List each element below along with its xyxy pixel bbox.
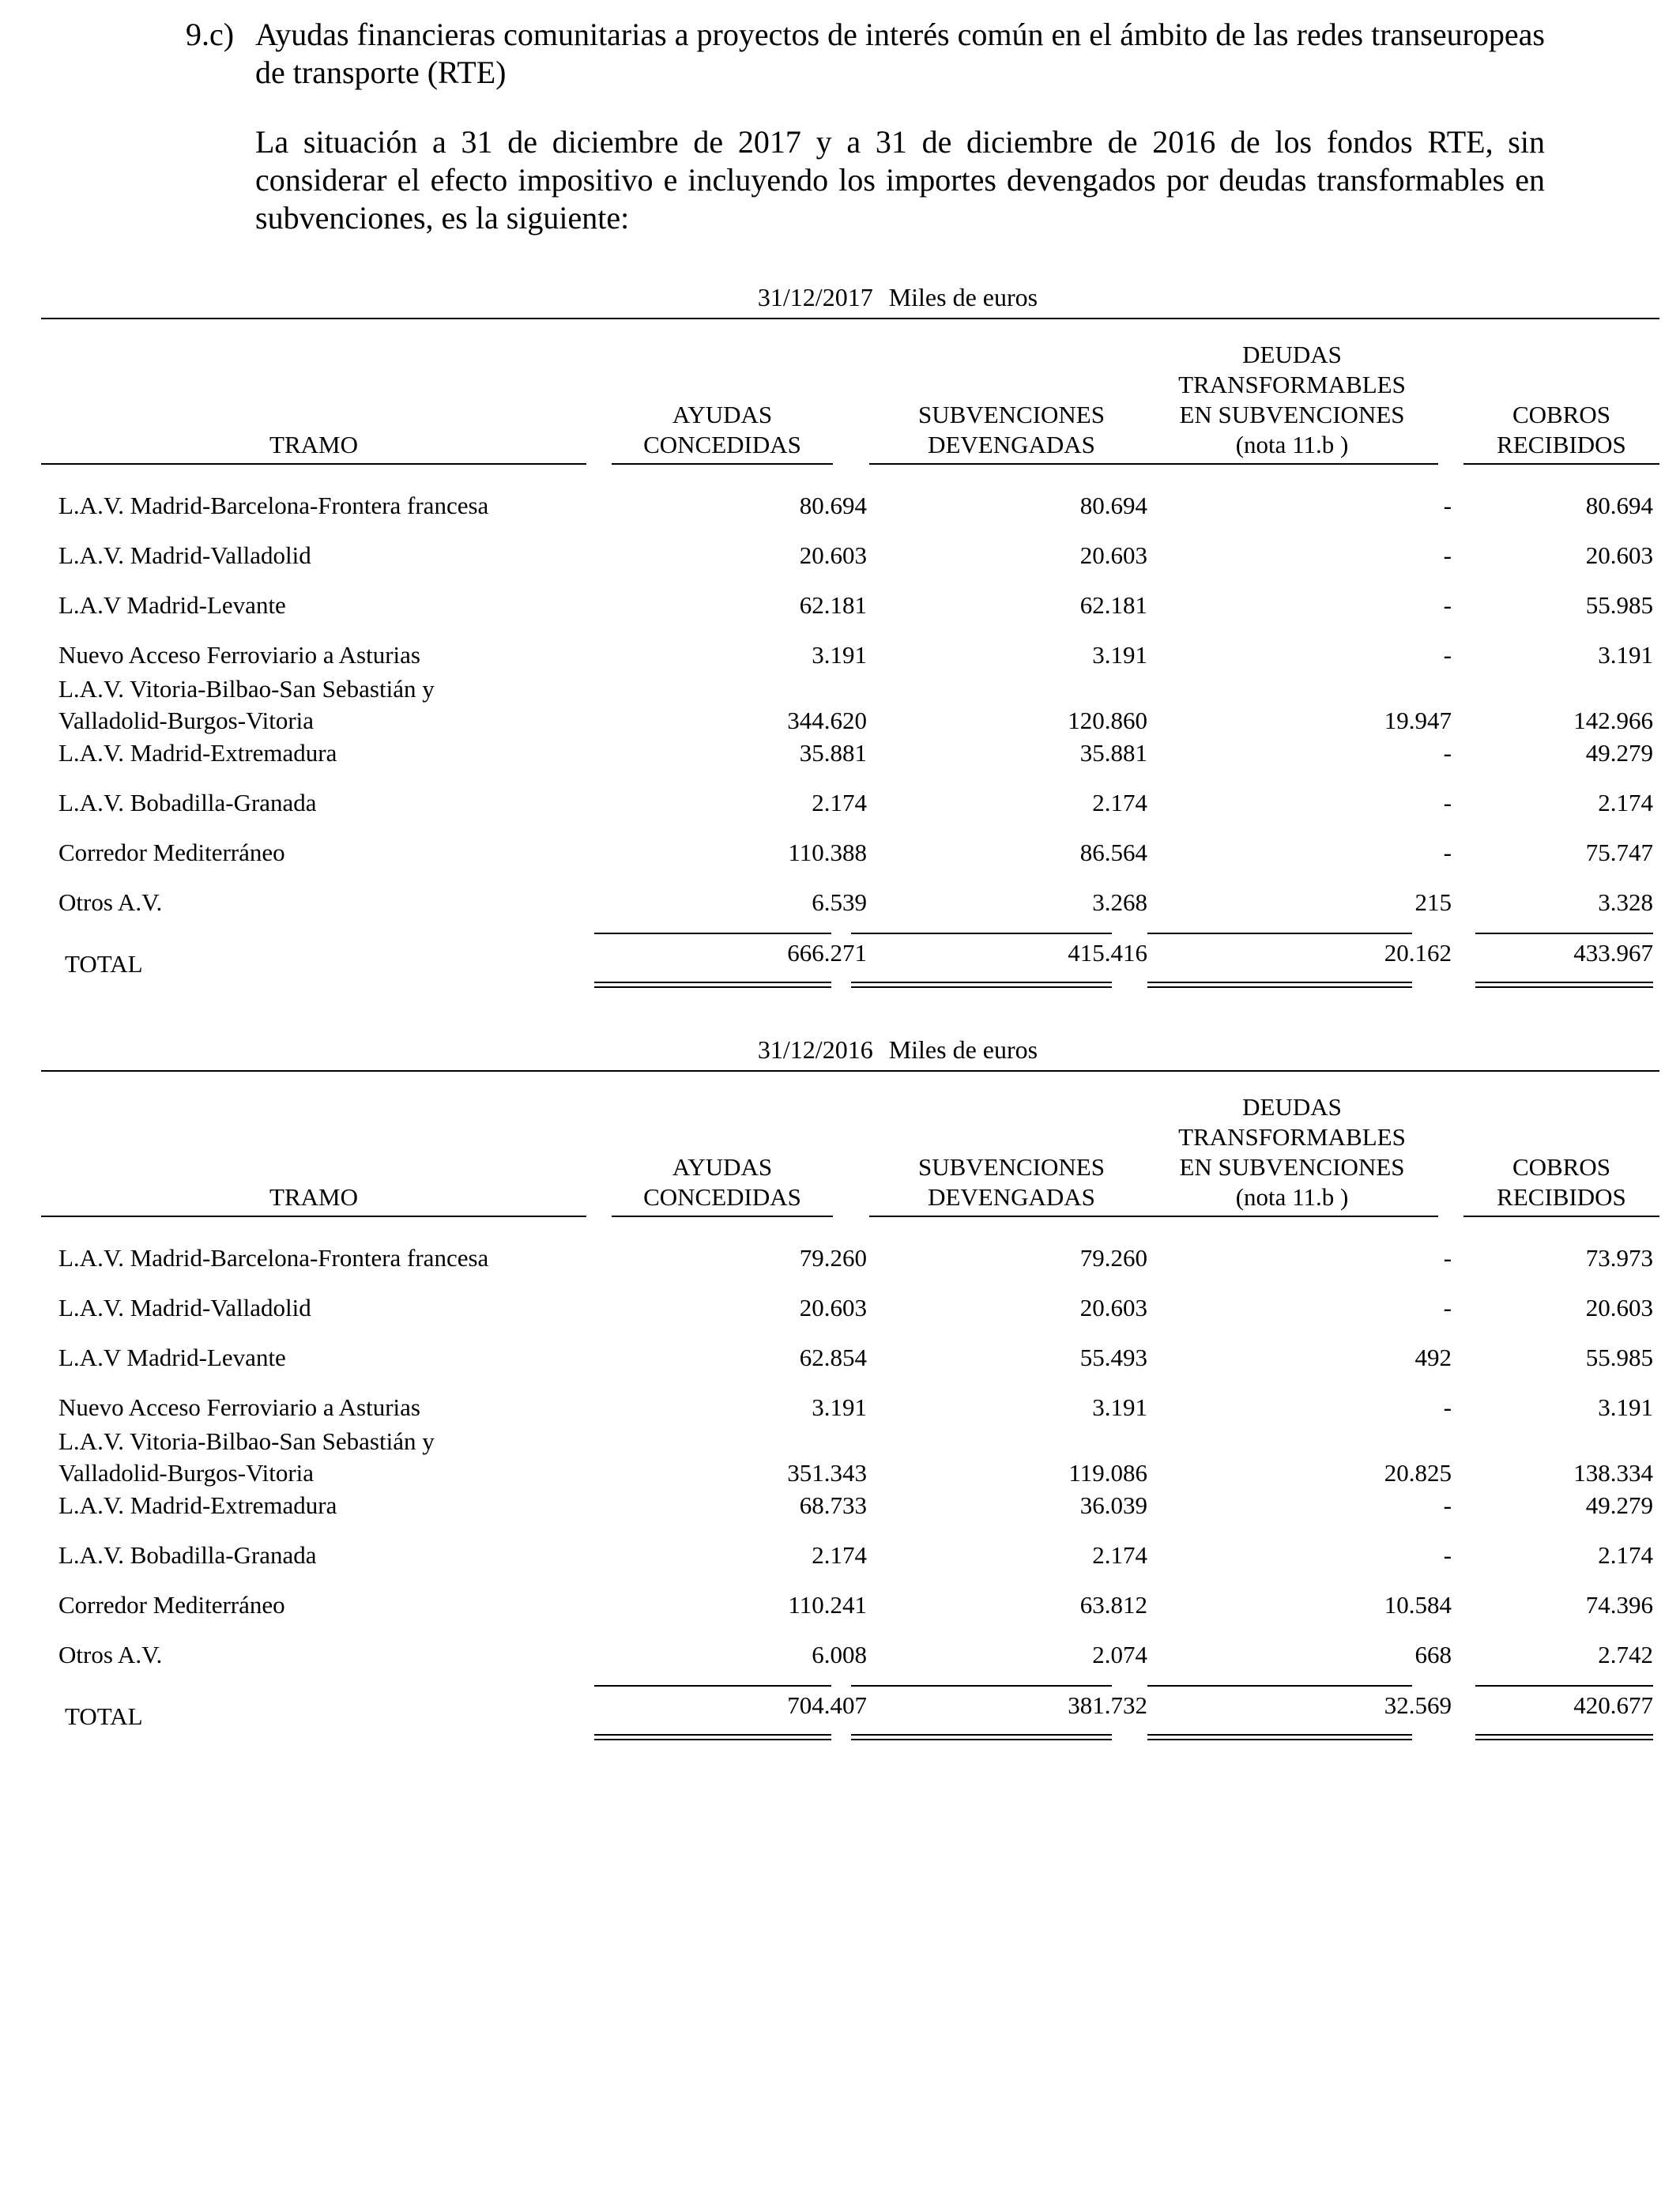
row-ayudas: 62.854 bbox=[799, 1344, 867, 1371]
row-cobros: 55.985 bbox=[1585, 591, 1653, 619]
total-ayudas: 666.271 bbox=[787, 939, 867, 967]
header-deudas-line: (nota 11.b ) bbox=[1235, 431, 1349, 458]
total-double-rule bbox=[1475, 982, 1653, 988]
row-tramo bbox=[58, 639, 612, 671]
row-deudas: - bbox=[1443, 1541, 1452, 1569]
row-subvenciones: 3.191 bbox=[1092, 1393, 1147, 1421]
row-ayudas: 6.539 bbox=[812, 888, 867, 916]
row-tramo bbox=[58, 490, 612, 522]
row-cobros: 142.966 bbox=[1573, 707, 1653, 734]
subtotal-rule bbox=[851, 1685, 1112, 1687]
table-top-rule bbox=[41, 318, 1659, 319]
total-deudas: 20.162 bbox=[1384, 939, 1452, 967]
section-number: 9.c) bbox=[186, 17, 235, 52]
row-tramo-line: Corredor Mediterráneo bbox=[58, 839, 285, 866]
row-cobros: 138.334 bbox=[1573, 1459, 1653, 1487]
header-ayudas-line: AYUDAS bbox=[672, 401, 773, 428]
row-ayudas: 2.174 bbox=[812, 1541, 867, 1569]
header-tramo-line: TRAMO bbox=[269, 1183, 358, 1211]
row-cobros: 80.694 bbox=[1585, 492, 1653, 519]
row-tramo bbox=[58, 540, 612, 571]
row-ayudas: 2.174 bbox=[812, 789, 867, 816]
header-deudas-line: (nota 11.b ) bbox=[1235, 1183, 1349, 1211]
header-subvenciones bbox=[869, 330, 1154, 465]
section-title: Ayudas financieras comunitarias a proyectos de interés común en el ámbito de las redes transeuropeas de transporte (RTE) bbox=[255, 17, 1545, 90]
row-ayudas: 110.388 bbox=[788, 839, 867, 866]
row-deudas: - bbox=[1443, 641, 1452, 669]
header-deudas-line: TRANSFORMABLES bbox=[1178, 1123, 1406, 1151]
row-ayudas: 6.008 bbox=[812, 1641, 867, 1668]
subtotal-rule bbox=[1475, 933, 1653, 934]
row-subvenciones: 2.174 bbox=[1092, 1541, 1147, 1569]
total-double-rule bbox=[1475, 1734, 1653, 1740]
header-tramo bbox=[41, 1083, 586, 1217]
row-tramo bbox=[58, 1392, 612, 1423]
row-tramo-line: L.A.V. Bobadilla-Granada bbox=[58, 1541, 317, 1569]
total-cobros: 433.967 bbox=[1573, 939, 1653, 967]
row-deudas: - bbox=[1443, 1294, 1452, 1321]
subtotal-rule bbox=[851, 933, 1112, 934]
row-cobros: 75.747 bbox=[1585, 839, 1653, 866]
row-tramo-line: Valladolid-Burgos-Vitoria bbox=[58, 707, 315, 734]
row-tramo bbox=[58, 673, 612, 737]
row-tramo bbox=[58, 590, 612, 621]
subtotal-rule bbox=[594, 933, 831, 934]
row-cobros: 20.603 bbox=[1585, 1294, 1653, 1321]
row-tramo-line: L.A.V. Madrid-Barcelona-Frontera francesa bbox=[58, 1244, 489, 1272]
row-deudas: 492 bbox=[1414, 1344, 1452, 1371]
row-ayudas: 68.733 bbox=[799, 1491, 867, 1519]
header-cobros-line: RECIBIDOS bbox=[1497, 1183, 1626, 1211]
table-date: 31/12/2016 bbox=[757, 1035, 873, 1064]
row-tramo-line: Valladolid-Burgos-Vitoria bbox=[58, 1459, 315, 1487]
total-double-rule bbox=[851, 982, 1112, 988]
row-subvenciones: 35.881 bbox=[1079, 739, 1147, 767]
header-ayudas bbox=[612, 330, 833, 465]
header-subvenciones bbox=[869, 1083, 1154, 1217]
header-cobros-line: RECIBIDOS bbox=[1497, 431, 1626, 458]
header-subvenciones-line: DEVENGADAS bbox=[928, 1183, 1095, 1211]
row-cobros: 20.603 bbox=[1585, 541, 1653, 569]
row-tramo-line: L.A.V. Madrid-Valladolid bbox=[58, 541, 311, 569]
row-subvenciones: 2.174 bbox=[1092, 789, 1147, 816]
row-deudas: 19.947 bbox=[1384, 707, 1452, 734]
row-subvenciones: 20.603 bbox=[1079, 541, 1147, 569]
row-subvenciones: 3.268 bbox=[1092, 888, 1147, 916]
row-tramo bbox=[58, 1342, 612, 1374]
row-tramo bbox=[58, 1490, 612, 1521]
total-label: TOTAL bbox=[65, 950, 143, 978]
header-cobros-line: COBROS bbox=[1512, 1153, 1611, 1181]
header-ayudas bbox=[612, 1083, 833, 1217]
row-ayudas: 80.694 bbox=[799, 492, 867, 519]
header-deudas bbox=[1146, 330, 1438, 465]
header-deudas-line: EN SUBVENCIONES bbox=[1179, 401, 1405, 428]
row-cobros: 2.174 bbox=[1598, 1541, 1653, 1569]
total-deudas: 32.569 bbox=[1384, 1691, 1452, 1719]
row-ayudas: 79.260 bbox=[799, 1244, 867, 1272]
header-ayudas-line: CONCEDIDAS bbox=[643, 431, 801, 458]
row-tramo bbox=[58, 1426, 612, 1489]
row-subvenciones: 62.181 bbox=[1079, 591, 1147, 619]
total-cobros: 420.677 bbox=[1573, 1691, 1653, 1719]
row-tramo-line: L.A.V. Madrid-Barcelona-Frontera francesa bbox=[58, 492, 489, 519]
header-deudas-line: DEUDAS bbox=[1242, 341, 1342, 368]
row-deudas: - bbox=[1443, 739, 1452, 767]
table-date: 31/12/2017 bbox=[757, 283, 873, 311]
row-tramo bbox=[58, 1242, 612, 1274]
header-deudas bbox=[1146, 1083, 1438, 1217]
row-ayudas: 110.241 bbox=[788, 1591, 867, 1619]
header-ayudas-line: CONCEDIDAS bbox=[643, 1183, 801, 1211]
row-subvenciones: 119.086 bbox=[1068, 1459, 1147, 1487]
row-ayudas: 62.181 bbox=[799, 591, 867, 619]
row-ayudas: 351.343 bbox=[787, 1459, 867, 1487]
total-ayudas: 704.407 bbox=[787, 1691, 867, 1719]
row-tramo-line: Otros A.V. bbox=[58, 888, 163, 916]
total-double-rule bbox=[851, 1734, 1112, 1740]
row-deudas: 215 bbox=[1414, 888, 1452, 916]
row-tramo bbox=[58, 787, 612, 819]
table-caption bbox=[41, 1035, 1659, 1064]
row-deudas: - bbox=[1443, 492, 1452, 519]
row-deudas: - bbox=[1443, 1491, 1452, 1519]
total-label: TOTAL bbox=[65, 1702, 143, 1730]
row-deudas: - bbox=[1443, 591, 1452, 619]
table-unit: Miles de euros bbox=[888, 283, 1038, 311]
row-tramo-line: L.A.V. Madrid-Extremadura bbox=[58, 739, 337, 767]
header-cobros bbox=[1463, 1083, 1659, 1217]
row-tramo-line: Otros A.V. bbox=[58, 1641, 163, 1668]
row-cobros: 49.279 bbox=[1585, 1491, 1653, 1519]
row-cobros: 3.191 bbox=[1598, 641, 1653, 669]
table-unit: Miles de euros bbox=[888, 1035, 1038, 1064]
table-top-rule bbox=[41, 1070, 1659, 1072]
row-tramo-line: L.A.V Madrid-Levante bbox=[58, 1344, 286, 1371]
row-tramo bbox=[58, 887, 612, 918]
header-subvenciones-line: SUBVENCIONES bbox=[918, 1153, 1105, 1181]
subtotal-rule bbox=[1147, 1685, 1412, 1687]
row-subvenciones: 36.039 bbox=[1079, 1491, 1147, 1519]
row-tramo-line: L.A.V. Vitoria-Bilbao-San Sebastián y bbox=[58, 675, 435, 703]
row-tramo-line: Corredor Mediterráneo bbox=[58, 1591, 285, 1619]
total-double-rule bbox=[1147, 982, 1412, 988]
total-double-rule bbox=[594, 1734, 831, 1740]
row-subvenciones: 63.812 bbox=[1079, 1591, 1147, 1619]
header-tramo bbox=[41, 330, 586, 465]
total-double-rule bbox=[594, 982, 831, 988]
row-tramo bbox=[58, 1540, 612, 1571]
row-subvenciones: 2.074 bbox=[1092, 1641, 1147, 1668]
row-cobros: 2.174 bbox=[1598, 789, 1653, 816]
row-cobros: 49.279 bbox=[1585, 739, 1653, 767]
row-tramo-line: L.A.V Madrid-Levante bbox=[58, 591, 286, 619]
row-tramo-line: L.A.V. Bobadilla-Granada bbox=[58, 789, 317, 816]
row-tramo-line: L.A.V. Madrid-Extremadura bbox=[58, 1491, 337, 1519]
total-double-rule bbox=[1147, 1734, 1412, 1740]
header-subvenciones-line: SUBVENCIONES bbox=[918, 401, 1105, 428]
row-deudas: 10.584 bbox=[1384, 1591, 1452, 1619]
row-subvenciones: 79.260 bbox=[1079, 1244, 1147, 1272]
header-ayudas-line: AYUDAS bbox=[672, 1153, 773, 1181]
header-cobros-line: COBROS bbox=[1512, 401, 1611, 428]
row-cobros: 3.191 bbox=[1598, 1393, 1653, 1421]
row-tramo bbox=[58, 1292, 612, 1324]
row-tramo-line: Nuevo Acceso Ferroviario a Asturias bbox=[58, 641, 420, 669]
row-cobros: 73.973 bbox=[1585, 1244, 1653, 1272]
row-ayudas: 35.881 bbox=[799, 739, 867, 767]
row-tramo bbox=[58, 1639, 612, 1671]
row-ayudas: 3.191 bbox=[812, 641, 867, 669]
row-deudas: - bbox=[1443, 541, 1452, 569]
header-deudas-line: TRANSFORMABLES bbox=[1178, 371, 1406, 398]
row-tramo bbox=[58, 837, 612, 869]
row-ayudas: 20.603 bbox=[799, 541, 867, 569]
row-cobros: 74.396 bbox=[1585, 1591, 1653, 1619]
row-subvenciones: 3.191 bbox=[1092, 641, 1147, 669]
row-tramo-line: L.A.V. Madrid-Valladolid bbox=[58, 1294, 311, 1321]
row-subvenciones: 20.603 bbox=[1079, 1294, 1147, 1321]
row-deudas: - bbox=[1443, 1244, 1452, 1272]
row-deudas: - bbox=[1443, 789, 1452, 816]
header-deudas-line: EN SUBVENCIONES bbox=[1179, 1153, 1405, 1181]
row-ayudas: 3.191 bbox=[812, 1393, 867, 1421]
row-tramo bbox=[58, 737, 612, 769]
subtotal-rule bbox=[1147, 933, 1412, 934]
header-tramo-line: TRAMO bbox=[269, 431, 358, 458]
row-cobros: 2.742 bbox=[1598, 1641, 1653, 1668]
row-subvenciones: 86.564 bbox=[1079, 839, 1147, 866]
row-deudas: - bbox=[1443, 1393, 1452, 1421]
row-cobros: 3.328 bbox=[1598, 888, 1653, 916]
row-deudas: - bbox=[1443, 839, 1452, 866]
header-cobros bbox=[1463, 330, 1659, 465]
row-ayudas: 20.603 bbox=[799, 1294, 867, 1321]
section-heading bbox=[186, 16, 1545, 92]
row-tramo-line: L.A.V. Vitoria-Bilbao-San Sebastián y bbox=[58, 1427, 435, 1455]
row-deudas: 668 bbox=[1414, 1641, 1452, 1668]
header-deudas-line: DEUDAS bbox=[1242, 1093, 1342, 1121]
total-subvenciones: 415.416 bbox=[1068, 939, 1147, 967]
row-ayudas: 344.620 bbox=[787, 707, 867, 734]
subtotal-rule bbox=[1475, 1685, 1653, 1687]
row-deudas: 20.825 bbox=[1384, 1459, 1452, 1487]
header-subvenciones-line: DEVENGADAS bbox=[928, 431, 1095, 458]
row-subvenciones: 80.694 bbox=[1079, 492, 1147, 519]
row-subvenciones: 55.493 bbox=[1079, 1344, 1147, 1371]
row-cobros: 55.985 bbox=[1585, 1344, 1653, 1371]
subtotal-rule bbox=[594, 1685, 831, 1687]
total-subvenciones: 381.732 bbox=[1068, 1691, 1147, 1719]
row-tramo bbox=[58, 1589, 612, 1621]
row-subvenciones: 120.860 bbox=[1068, 707, 1147, 734]
intro-paragraph: La situación a 31 de diciembre de 2017 y a 31 de diciembre de 2016 de los fondos RTE, sin considerar el efecto impositivo e incluyendo los importes devengados por deudas transformables en subvenciones, es la siguiente: bbox=[255, 124, 1545, 236]
row-tramo-line: Nuevo Acceso Ferroviario a Asturias bbox=[58, 1393, 420, 1421]
table-caption bbox=[41, 283, 1659, 311]
